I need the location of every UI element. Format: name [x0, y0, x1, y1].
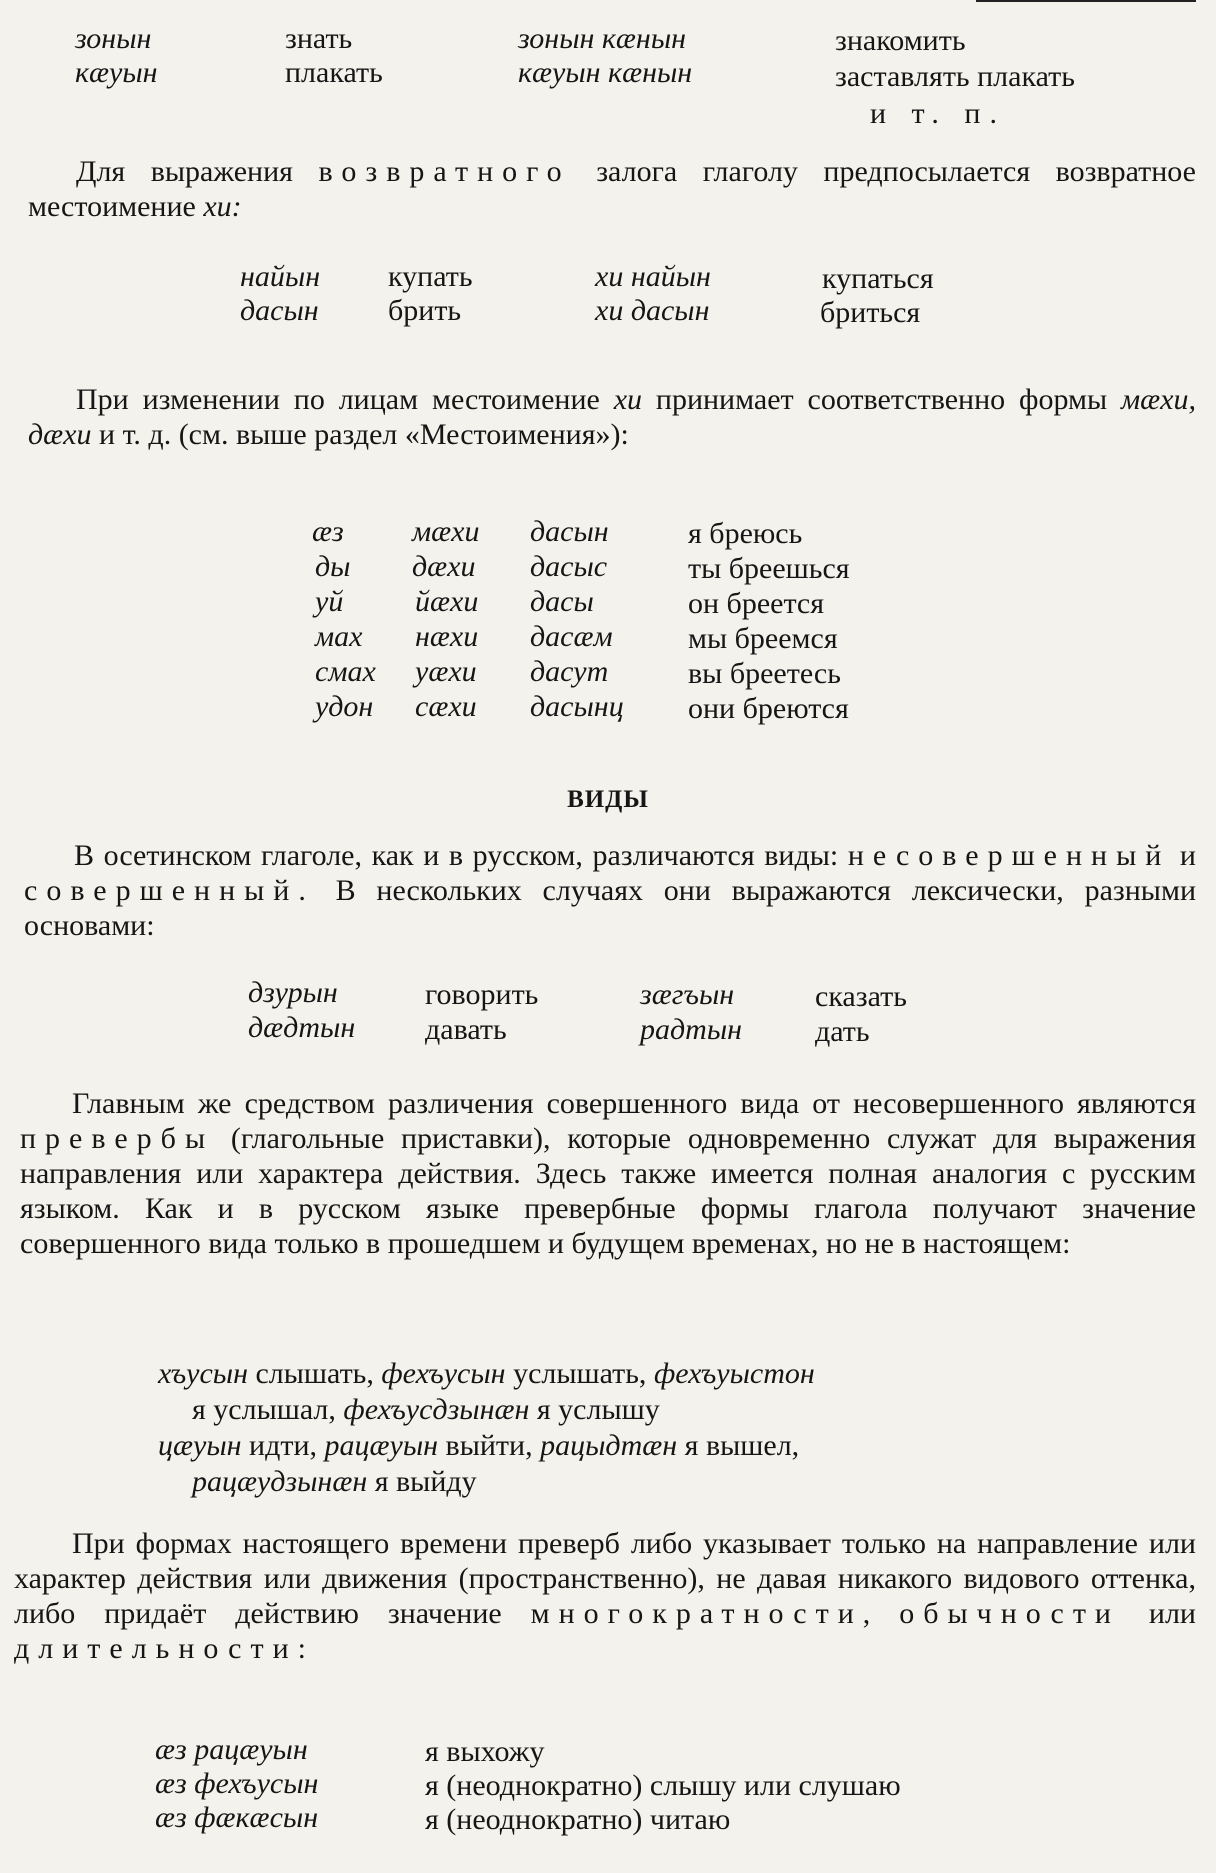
aspect-perfective-translation: дать [815, 1015, 870, 1048]
reflexive-derived: хи найын [595, 260, 711, 293]
present-translation: я выхожу [425, 1735, 545, 1768]
conj-translation: вы бреетесь [688, 657, 841, 690]
reflexive-base-translation: купать [388, 260, 473, 293]
conj-verb: дасыс [530, 550, 608, 583]
causative-derived: кæуын кæнын [518, 56, 693, 89]
aspect-perfective: зæгъын [640, 978, 735, 1011]
present-form: æз фехъусын [155, 1767, 319, 1800]
aspect-perfective-translation: сказать [815, 980, 907, 1013]
reflexive-derived-translation: купаться [822, 262, 934, 295]
conj-pronoun: ды [315, 550, 351, 583]
paragraph-reflexive: Для выражения возвратного залога глаголу предпосылается возвратное местоимение хи: [28, 155, 1196, 223]
conj-translation: ты бреешься [688, 552, 850, 585]
conj-translation: мы бреемся [688, 622, 838, 655]
causative-derived-translation: знакомить [835, 24, 966, 57]
causative-base-translation: знать [285, 22, 353, 55]
section-title: ВИДЫ [567, 786, 649, 813]
preverb-example-line: хъусын слышать, фехъусын услышать, фехъуыстон [158, 1357, 815, 1390]
top-rule [976, 0, 1196, 2]
conj-translation: я бреюсь [688, 517, 803, 550]
conj-verb: дасынц [530, 690, 624, 723]
conj-pronoun: уй [315, 585, 344, 618]
aspect-imperfective-translation: говорить [425, 978, 539, 1011]
conj-reflexive: нæхи [415, 620, 479, 653]
etc-note: и т. п. [870, 97, 1006, 130]
preverb-example-line: рацæудзынæн я выйду [192, 1465, 477, 1498]
paragraph-present: При формах настоящего времени преверб либо указывает только на направление или характер действия или движения (пространственно), не давая никакого видового оттенка, либо придаёт действию значение многократности, обычности или длительности: [14, 1527, 1196, 1665]
conj-pronoun: смах [315, 655, 376, 688]
conj-verb: дасут [530, 655, 609, 688]
present-translation: я (неоднократно) слышу или слушаю [425, 1769, 901, 1802]
conj-pronoun: мах [315, 620, 363, 653]
present-form: æз фæкæсын [155, 1801, 319, 1834]
reflexive-base: дасын [240, 294, 319, 327]
conj-verb: дасын [530, 515, 609, 548]
aspect-imperfective-translation: давать [425, 1013, 507, 1046]
present-translation: я (неоднократно) читаю [425, 1803, 731, 1836]
causative-derived: зонын кæнын [518, 22, 687, 55]
preverb-example-line: я услышал, фехъусдзынæн я услышу [192, 1393, 660, 1426]
conj-reflexive: мæхи [412, 515, 480, 548]
reflexive-derived: хи дасын [595, 294, 710, 327]
conj-pronoun: æз [312, 515, 344, 548]
conj-translation: они бреются [688, 692, 849, 725]
aspect-imperfective: дзурын [248, 976, 338, 1009]
preverb-example-line: цæуын идти, рацæуын выйти, рацыдтæн я вышел, [158, 1429, 800, 1462]
paragraph-persons: При изменении по лицам местоимение хи принимает соответственно формы мæхи, дæхи и т. д. (см. выше раздел «Местоимения»): [28, 383, 1197, 451]
causative-base: кæуын [75, 56, 158, 89]
paragraph-aspects: В осетинском глаголе, как и в русском, различаются виды: несовершенный и совершенный. В нескольких случаях они выражаются лексически, разными основами: [24, 839, 1196, 942]
reflexive-base: найын [240, 260, 321, 293]
aspect-imperfective: дæдтын [248, 1011, 356, 1044]
present-form: æз рацæуын [155, 1733, 308, 1766]
causative-base-translation: плакать [285, 56, 383, 89]
conj-verb: дасы [530, 585, 594, 618]
conj-reflexive: уæхи [415, 655, 477, 688]
aspect-perfective: радтын [640, 1013, 743, 1046]
causative-derived-translation: заставлять плакать [835, 60, 1075, 93]
conj-translation: он бреется [688, 587, 825, 620]
paragraph-preverbs: Главным же средством различения совершенного вида от несовершенного являются превербы (глагольные приставки), которые одновременно служат для выражения направления или характера действия. Здесь также имеется полная аналогия с русским языком. Как и в русском языке превербные формы глагола получают значение совершенного вида только в прошедшем и будущем временах, но не в настоящем: [20, 1087, 1196, 1260]
causative-base: зонын [75, 22, 152, 55]
conj-reflexive: йæхи [415, 585, 479, 618]
reflexive-derived-translation: бриться [820, 296, 921, 329]
reflexive-base-translation: брить [388, 294, 462, 327]
conj-reflexive: сæхи [415, 690, 477, 723]
conj-pronoun: удон [315, 690, 374, 723]
conj-reflexive: дæхи [412, 550, 476, 583]
conj-verb: дасæм [530, 620, 613, 653]
